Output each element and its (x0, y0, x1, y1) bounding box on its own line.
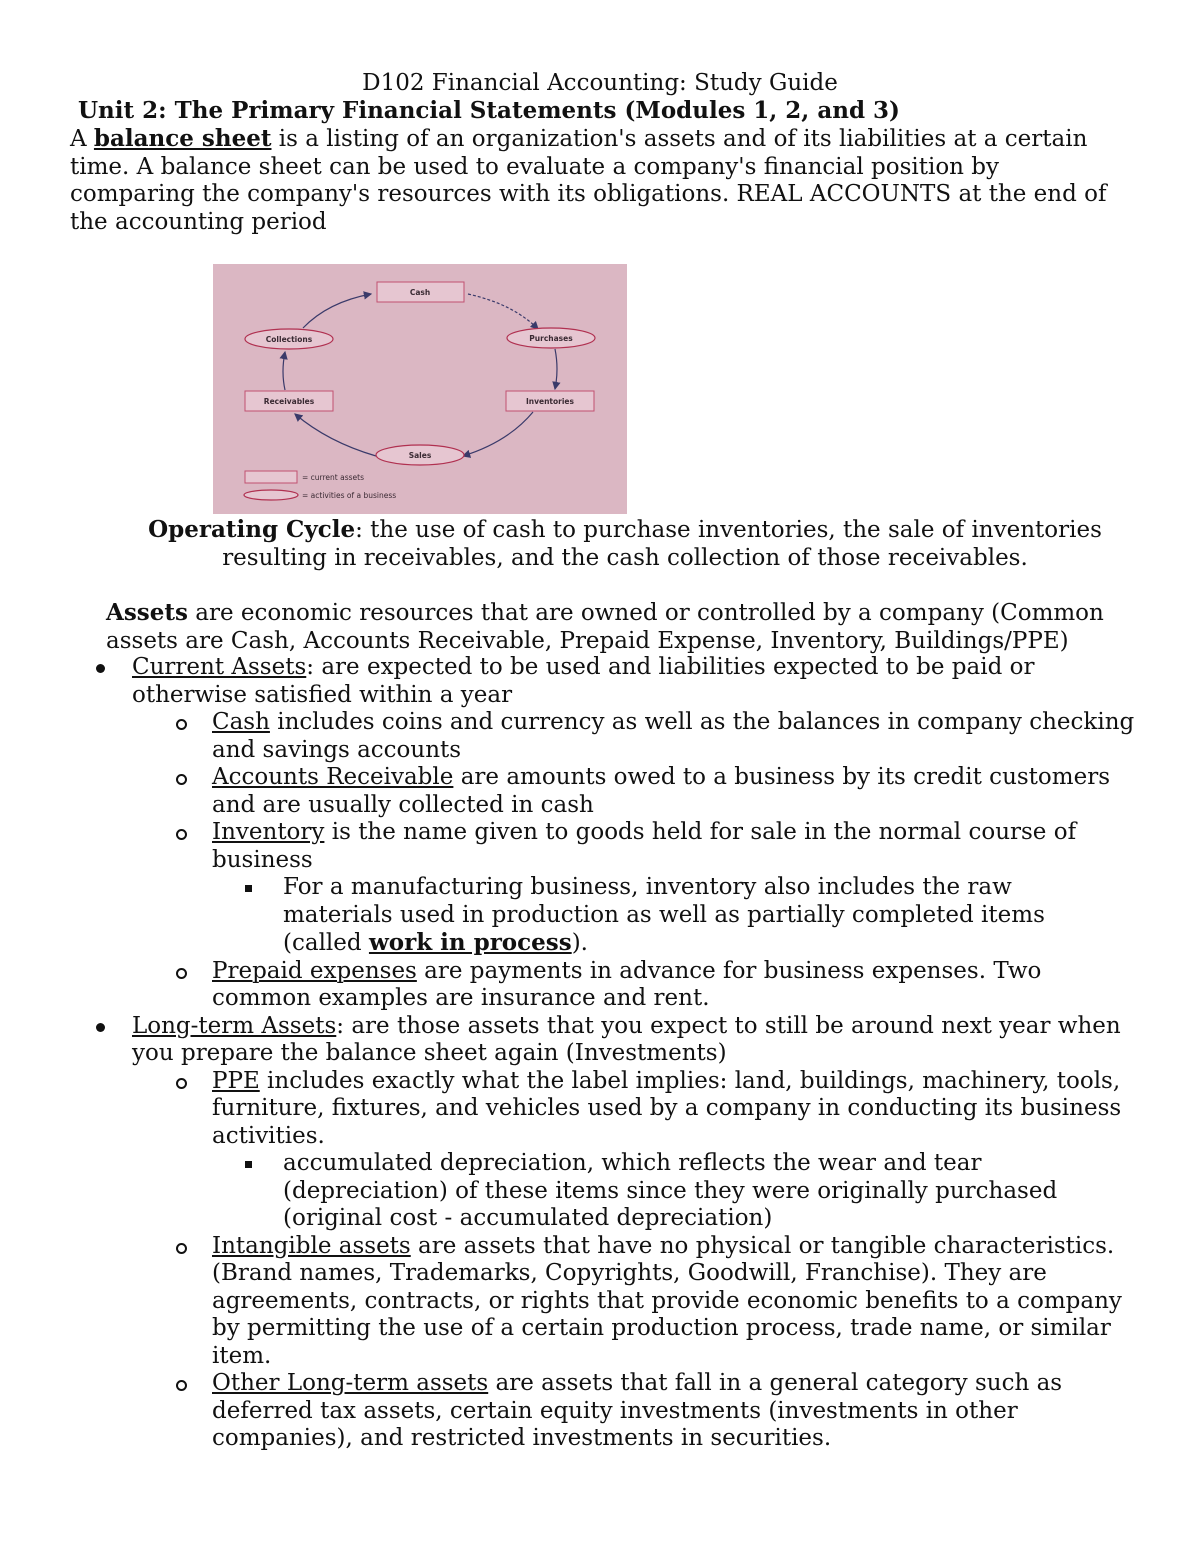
bullet-circle-icon (176, 719, 187, 730)
bullet-circle-icon (176, 1243, 187, 1254)
intangible-term: Intangible assets (212, 1232, 411, 1259)
current-assets-term: Current Assets (132, 654, 307, 680)
intro-text: is a listing of an organization's assets and of its liabilities at a certain time. A balance sheet can be used to evaluate a company's financial position by comparing the company's resources with its obligations. REAL ACCOUNTS at the end of the accounting period (70, 126, 1107, 235)
depreciation-text: accumulated depreciation, which reflects the wear and tear (depreciation) of these items since they were originally purchased (original cost - accumulated depreciation) (283, 1150, 1058, 1231)
legend-rect-label: = current assets (302, 473, 364, 482)
list-item-manufacturing-inventory (283, 874, 1103, 958)
cash-text: includes coins and currency as well as the balances in company checking and savings accounts (212, 709, 1135, 763)
cash-term: Cash (212, 709, 270, 735)
intro-prefix: A (70, 126, 94, 152)
arrow-receivables-to-collections (283, 352, 285, 390)
operating-cycle-svg (213, 264, 627, 514)
node-receivables-label: Receivables (263, 397, 315, 406)
ppe-term: PPE (212, 1067, 260, 1094)
list-item-ppe (212, 1068, 1142, 1151)
intangible-text: are assets that have no physical or tangible characteristics. (Brand names, Trademarks, Copyrights, Goodwill, Franchise). They are agreements, contracts, or rights that provide economic benefits to a company by permitting the use of a certain production process, trade name, or similar item. (212, 1232, 1122, 1369)
list-item-current-assets (132, 654, 1132, 709)
other-term: Other Long-term assets (212, 1370, 489, 1396)
arrow-collections-to-cash (303, 294, 371, 328)
node-cash-label: Cash (409, 288, 431, 297)
prepaid-text: are payments in advance for business expenses. Two common examples are insurance and rent. (212, 957, 1042, 1011)
bullet-circle-icon (176, 774, 187, 785)
list-item-intangible-assets (212, 1233, 1142, 1371)
node-sales-label: Sales (408, 451, 432, 460)
other-text: are assets that fall in a general category such as deferred tax assets, certain equity investments (investments in other companies), and restricted investments in securities. (212, 1370, 1063, 1451)
assets-text: are economic resources that are owned or controlled by a company (Common assets are Cash, Accounts Receivable, Prepaid Expense, Inventory, Buildings/PPE) (106, 600, 1104, 654)
list-item-accounts-receivable (212, 764, 1142, 819)
list-item-long-term-assets (132, 1013, 1132, 1068)
caption-text: : the use of cash to purchase inventories, the sale of inventories resulting in receivables, and the cash collection of those receivables. (222, 517, 1102, 571)
arrow-cash-to-purchases (468, 294, 538, 329)
inventory-text: is the name given to goods held for sale in the normal course of business (212, 819, 1077, 873)
legend-rect-swatch (245, 471, 297, 483)
list-item-prepaid-expenses (212, 958, 1142, 1013)
operating-cycle-term: Operating Cycle (148, 516, 356, 543)
operating-cycle-diagram (213, 264, 627, 514)
long-term-text: : are those assets that you expect to still be around next year when you prepare the balance sheet again (Investments) (132, 1012, 1121, 1066)
long-term-term: Long-term Assets (132, 1012, 337, 1039)
balance-sheet-term: balance sheet (93, 125, 272, 152)
bullet-disc-icon (96, 664, 105, 673)
ar-text: are amounts owed to a business by its credit customers and are usually collected in cash (212, 764, 1110, 818)
operating-cycle-caption (120, 516, 1130, 572)
document-title: D102 Financial Accounting: Study Guide (362, 70, 838, 96)
bullet-square-icon (245, 885, 252, 892)
unit-heading: Unit 2: The Primary Financial Statements (Modules 1, 2, and 3) (78, 97, 900, 124)
node-inventories-label: Inventories (525, 397, 575, 406)
node-collections-label: Collections (265, 335, 313, 344)
list-item-other-long-term-assets (212, 1370, 1142, 1453)
assets-term: Assets (106, 599, 188, 626)
wip-prefix: For a manufacturing business, inventory also includes the raw materials used in production as well as partially completed items (called (283, 874, 1045, 956)
legend-ellipse-label: = activities of a business (302, 491, 397, 500)
bullet-square-icon (245, 1161, 252, 1168)
wip-term: work in process (368, 929, 572, 956)
arrow-inventories-to-sales (463, 412, 533, 456)
prepaid-term: Prepaid expenses (212, 957, 417, 984)
balance-sheet-paragraph (70, 125, 1130, 236)
bullet-circle-icon (176, 1078, 187, 1089)
assets-outline (0, 654, 1200, 1453)
legend-ellipse-swatch (244, 490, 298, 500)
bullet-circle-icon (176, 968, 187, 979)
list-item-accumulated-depreciation (283, 1150, 1103, 1233)
node-purchases-label: Purchases (529, 334, 573, 343)
arrow-purchases-to-inventories (555, 349, 557, 389)
bullet-circle-icon (176, 829, 187, 840)
inventory-term: Inventory (212, 819, 325, 845)
list-item-cash (212, 709, 1142, 764)
assets-paragraph (106, 599, 1146, 655)
ar-term: Accounts Receivable (212, 764, 454, 790)
bullet-disc-icon (96, 1023, 105, 1032)
ppe-text: includes exactly what the label implies: land, buildings, machinery, tools, furniture, fixtures, and vehicles used by a company in conducting its business activities. (212, 1067, 1122, 1149)
arrow-sales-to-receivables (295, 414, 376, 456)
bullet-circle-icon (176, 1380, 187, 1391)
list-item-inventory (212, 819, 1142, 874)
wip-suffix: ). (571, 930, 588, 956)
current-assets-text: : are expected to be used and liabilities expected to be paid or otherwise satisfied within a year (132, 654, 1035, 708)
